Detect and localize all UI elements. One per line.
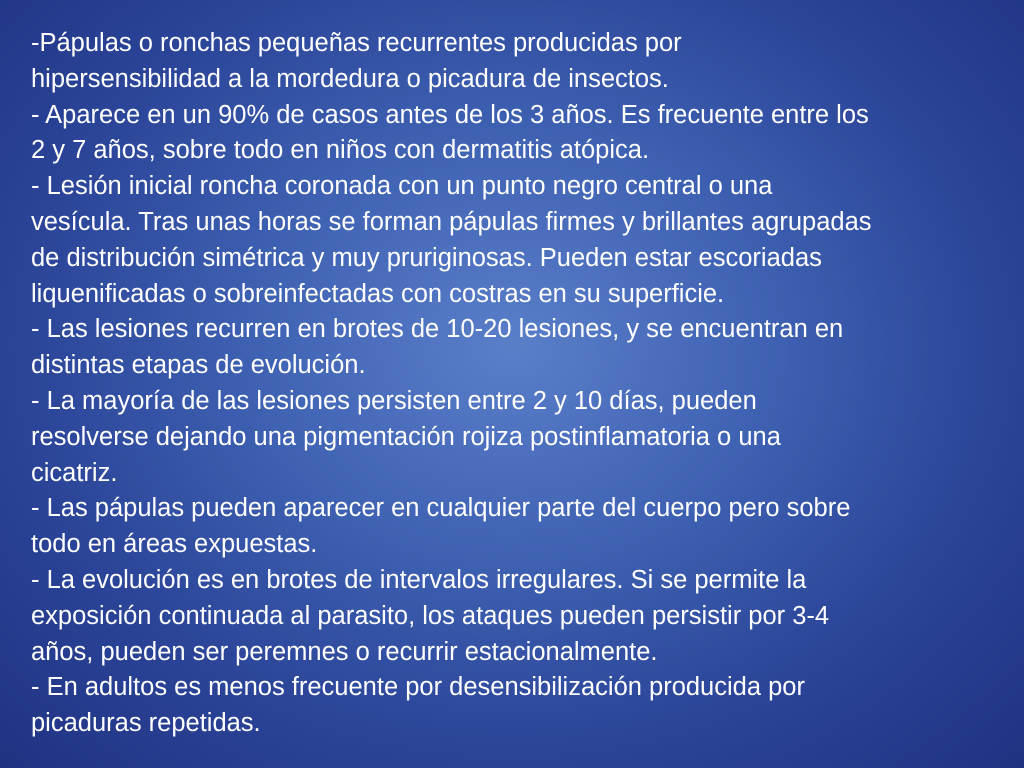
text-line: resolverse dejando una pigmentación rojiza postinflamatoria o una <box>31 422 781 451</box>
text-line: - Lesión inicial roncha coronada con un punto negro central o una <box>31 172 773 201</box>
text-line: años, pueden ser peremnes o recurrir estacionalmente. <box>31 637 658 666</box>
text-line: -Pápulas o ronchas pequeñas recurrentes producidas por <box>31 29 682 57</box>
slide-body-text <box>31 26 1012 742</box>
text-line: todo en áreas expuestas. <box>31 530 318 559</box>
text-line: de distribución simétrica y muy pruriginosas. Pueden estar escoriadas <box>31 243 822 272</box>
text-line: picaduras repetidas. <box>31 709 261 738</box>
text-line: - Aparece en un 90% de casos antes de los 3 años. Es frecuente entre los <box>31 100 869 129</box>
text-line: 2 y 7 años, sobre todo en niños con dermatitis atópica. <box>31 136 650 165</box>
text-line: liquenificadas o sobreinfectadas con costras en su superficie. <box>31 279 725 308</box>
text-line: vesícula. Tras unas horas se forman pápulas firmes y brillantes agrupadas <box>31 207 872 236</box>
text-line: - Las pápulas pueden aparecer en cualquier parte del cuerpo pero sobre <box>31 494 851 523</box>
text-line: cicatriz. <box>31 458 118 487</box>
text-line: - La evolución es en brotes de intervalos irregulares. Si se permite la <box>31 565 807 594</box>
text-line: - En adultos es menos frecuente por desensibilización producida por <box>31 673 805 702</box>
text-line: distintas etapas de evolución. <box>31 351 366 380</box>
text-line: - Las lesiones recurren en brotes de 10-20 lesiones, y se encuentran en <box>31 315 844 344</box>
text-line: - La mayoría de las lesiones persisten entre 2 y 10 días, pueden <box>31 386 757 415</box>
text-line: exposición continuada al parasito, los ataques pueden persistir por 3-4 <box>31 601 830 630</box>
text-line: hipersensibilidad a la mordedura o picadura de insectos. <box>31 64 669 93</box>
